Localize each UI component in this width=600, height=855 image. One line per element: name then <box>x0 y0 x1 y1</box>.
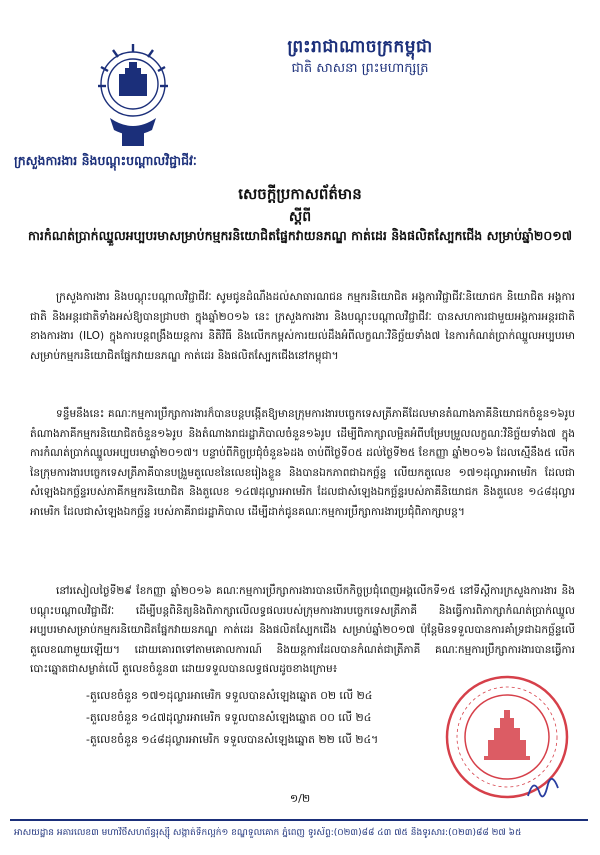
national-motto: ជាតិ សាសនា ព្រះមហាក្សត្រ <box>291 61 429 76</box>
kingdom-title: ព្រះរាជាណាចក្រកម្ពុជា <box>287 37 433 57</box>
vote-result-item: -តួលេខចំនួន ១៤៨ដុល្លារអាមេរិក ទទួលបានសំឡេងឆ្នោត ២២ លើ ២៤។ <box>86 733 379 746</box>
ministry-name: ក្រសួងការងារ និងបណ្តុះបណ្តាលវិជ្ជាជីវៈ <box>14 153 197 168</box>
paragraph-text: ទន្ទឹមនឹងនេះ គណៈកម្មការប្រឹក្សាការងារក៏បានបន្តបង្កើតឱ្យមានក្រុមការងារបច្ចេកទេសត្រីភាគីដែលមានតំណាងភាគីនិយោជកចំនួន១៦រូប តំណាងភាគីកម្មករនិយោជិតចំនួន១៦រូប និងតំណាងរាជរដ្ឋាភិបាលចំនួន១៦រូប ដើម្បីពិភាក្សាលម្អិតអំពីបម្រែបម្រួលលក្ខណៈវិនិច្ឆ័យទាំង៧ ក្នុងការកំណត់ប្រាក់ឈ្នួលអប្បបរមាឆ្នាំ២០១៧។ បន្ទាប់ពីកិច្ចប្រជុំចំនួន៦ដង ចាប់ពីថ្ងៃទី០៥ ដល់ថ្ងៃទី២៥ ខែកញ្ញា ឆ្នាំ២០១៦ ដែលស្មើនឹង៥ លើកនៃក្រុមការងារបច្ចេកទេសត្រីភាគីបានបង្រួមតួលេខនៃលេខរៀងខ្លួន និងបានឯកភាពជាឯកច្ឆ័ន្ទ លើយកតួលេខ ១៧១ដុល្លារអាមេរិក ដែលជាសំឡេងឯកច្ឆ័ន្ទរបស់ភាគីកម្មករនិយោជិត និងតួលេខ ១៤៧ដុល្លារអាមេរិក ដែលជាសំឡេងឯកច្ឆ័ន្ទរបស់ភាគីនិយោជក និងតួលេខ ១៤៨ដុល្លារអាមេរិក ដែលជាសំឡេងឯកច្ឆ័ន្ទ របស់ភាគីរាជរដ្ឋាភិបាល ដើម្បីដាក់ជូនគណៈកម្មការប្រឹក្សាការងារប្រជុំពិភាក្សាបន្ត។ <box>30 408 575 518</box>
vote-result-item: -តួលេខចំនួន ១៤៧ដុល្លារអាមេរិក ទទួលបានសំឡេងឆ្នោត ០០ លើ ២៤ <box>86 711 372 724</box>
footer-address: អាសយដ្ឋាន អគារលេខ៣ មហាវិថីសហព័ន្ធរុស្ស៊ី សង្កាត់ទឹកល្អក់១ ខណ្ឌទួលគោក ភ្នំពេញ ទូរស័ព្ទ:(០២៣)៨៨ ៤៣ ៧៥ និងទូរសារ:(០២៣)៨៨ ២៧ ៦៥ <box>14 828 522 838</box>
paragraph <box>30 288 575 366</box>
vote-result-item: -តួលេខចំនួន ១៧១ដុល្លារអាមេរិក ទទួលបានសំឡេងឆ្នោត ០២ លើ ២៤ <box>86 689 373 702</box>
document-title: សេចក្តីប្រកាសព័ត៌មាន <box>238 185 362 203</box>
paragraph <box>30 405 575 523</box>
paragraph <box>30 582 575 680</box>
page-number: ១/២ <box>289 792 311 805</box>
document-subject-label: ស្តីពី <box>288 209 312 225</box>
ministry-logo <box>92 34 174 152</box>
document-subject: ការកំណត់ប្រាក់ឈ្នួលអប្បបរមាសម្រាប់កម្មករនិយោជិតផ្នែកវាយនភណ្ឌ កាត់ដេរ និងផលិតស្បែកជើង សម្រាប់ឆ្នាំ២០១៧ <box>28 228 572 243</box>
paragraph-text: នៅរសៀលថ្ងៃទី២៩ ខែកញ្ញា ឆ្នាំ២០១៦ គណៈកម្មការប្រឹក្សាការងារបានបើកកិច្ចប្រជុំពេញអង្គលើកទី១៥ នៅទីស្តីការក្រសួងការងារ និងបណ្តុះបណ្តាលវិជ្ជាជីវៈ ដើម្បីបន្តពិនិត្យនិងពិភាក្សាលើលទ្ធផលរបស់ក្រុមការងារបច្ចេកទេសត្រីភាគី និងធ្វើការពិភាក្សាកំណត់ប្រាក់ឈ្នួលអប្បបរមាសម្រាប់កម្មករនិយោជិតផ្នែកវាយនភណ្ឌ កាត់ដេរ និងផលិតស្បែកជើង សម្រាប់ឆ្នាំ២០១៧ ប៉ុន្តែមិនទទួលបានការគាំទ្រជាឯកច្ឆ័ន្ទលើតួលេខណាមួយឡើយ។ ដោយគោរពទៅតាមគោលការណ៍ និងយន្តការដែលបានកំណត់ជាត្រីភាគី គណៈកម្មការប្រឹក្សាការងារបានធ្វើការបោះឆ្នោតជាសម្ងាត់លើ តួលេខចំនួន៣ ដោយទទួលបានលទ្ធផលដូចខាងក្រោម៖ <box>30 585 575 676</box>
footer-divider <box>10 819 588 821</box>
paragraph-text: ក្រសួងការងារ និងបណ្តុះបណ្តាលវិជ្ជាជីវៈ សូមជូនដំណឹងដល់សាធារណជន កម្មករនិយោជិត អង្គការវិជ្ជាជីវៈនិយោជក និយោជិត អង្គការជាតិ និងអន្តរជាតិទាំងអស់ឱ្យបានជ្រាបថា ក្នុងឆ្នាំ២០១៦ នេះ ក្រសួងការងារ និងបណ្តុះបណ្តាលវិជ្ជាជីវៈ បានសហការជាមួយអង្គការអន្តរជាតិខាងការងារ (ILO) ក្នុងការបន្តពង្រឹងយន្តការ និតិវិធី និងលើកកម្ពស់ការយល់ដឹងអំពីលក្ខណៈវិនិច្ឆ័យទាំង៧ នៃការកំណត់ប្រាក់ឈ្នួលអប្បបរមាសម្រាប់កម្មករនិយោជិតផ្នែកវាយនភណ្ឌ កាត់ដេរ និងផលិតស្បែកជើងនៅកម្ពុជា។ <box>30 291 575 362</box>
